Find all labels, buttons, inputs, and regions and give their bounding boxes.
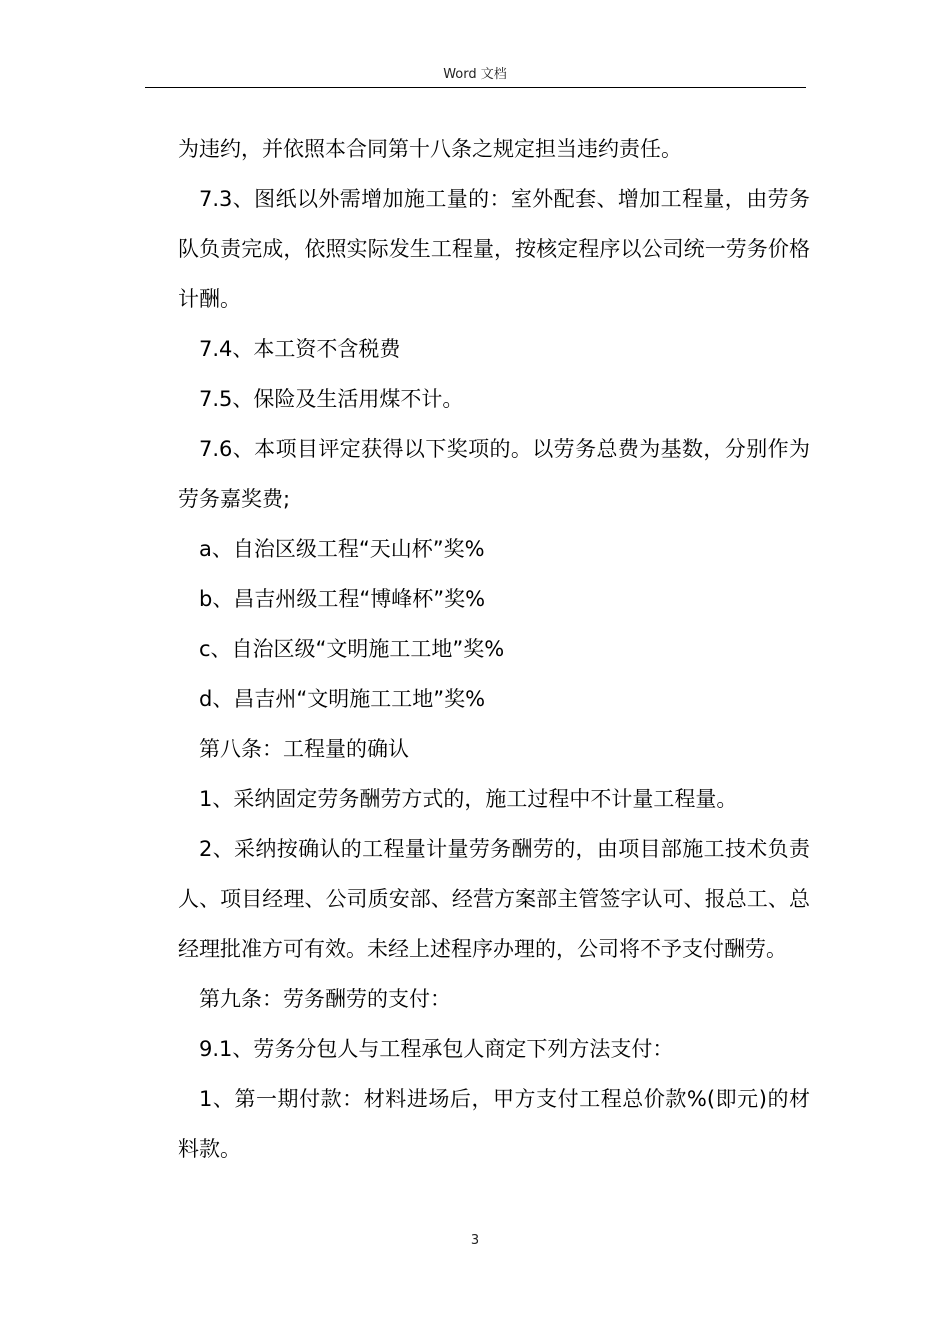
list-item-c: c、自治区级“文明施工工地”奖% <box>199 637 505 661</box>
header-divider <box>145 87 806 88</box>
paragraph-9-1-1: 1、第一期付款：材料进场后，甲方支付工程总价款%(即元)的材料款。 <box>178 1087 810 1161</box>
paragraph-8-1: 1、采纳固定劳务酬劳方式的，施工过程中不计量工程量。 <box>199 787 738 811</box>
paragraph-7-5: 7.5、保险及生活用煤不计。 <box>199 387 464 411</box>
page-number: 3 <box>470 1233 480 1248</box>
document-body <box>178 124 810 1174</box>
list-item-d: d、昌吉州“文明施工工地”奖% <box>199 687 486 711</box>
paragraph-9-1: 9.1、劳务分包人与工程承包人商定下列方法支付： <box>199 1037 674 1061</box>
paragraph-7-6: 7.6、本项目评定获得以下奖项的。以劳务总费为基数，分别作为劳务嘉奖费; <box>178 437 810 511</box>
paragraph-7-3: 7.3、图纸以外需增加施工量的：室外配套、增加工程量，由劳务队负责完成，依照实际发生工程量，按核定程序以公司统一劳务价格计酬。 <box>178 187 810 311</box>
paragraph-8-2: 2、采纳按确认的工程量计量劳务酬劳的，由项目部施工技术负责人、项目经理、公司质安部、经营方案部主管签字认可、报总工、总经理批准方可有效。未经上述程序办理的，公司将不予支付酬劳。 <box>178 837 810 961</box>
page-header: Word 文档 <box>443 67 507 82</box>
section-heading-article-8: 第八条：工程量的确认 <box>199 737 409 761</box>
list-item-b: b、昌吉州级工程“博峰杯”奖% <box>199 587 486 611</box>
paragraph-breach-clause: 为违约，并依照本合同第十八条之规定担当违约责任。 <box>178 137 682 161</box>
section-heading-article-9: 第九条：劳务酬劳的支付： <box>199 987 451 1011</box>
list-item-a: a、自治区级工程“天山杯”奖% <box>199 537 485 561</box>
paragraph-7-4: 7.4、本工资不含税费 <box>199 337 401 361</box>
